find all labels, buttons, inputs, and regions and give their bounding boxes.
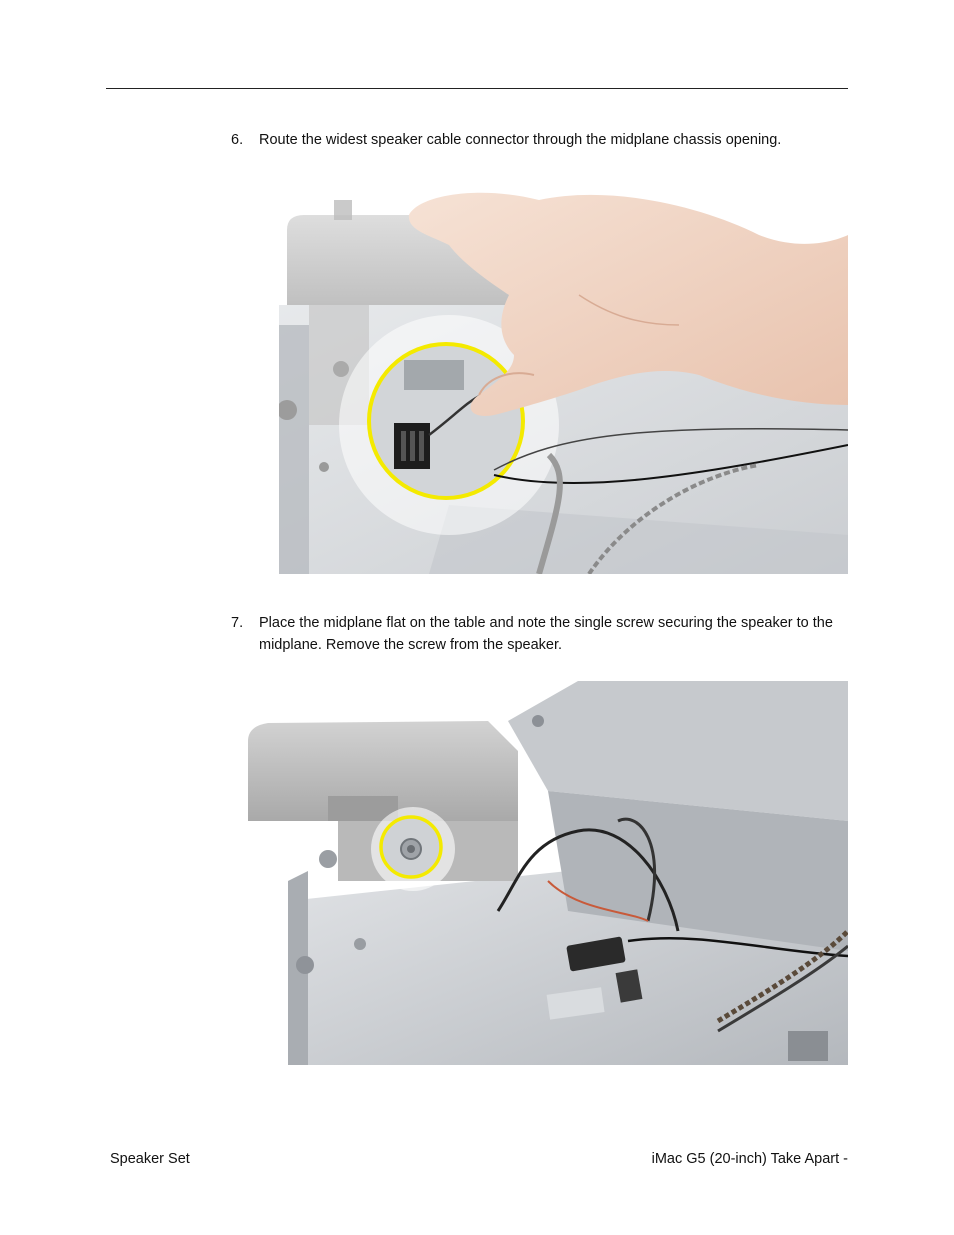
photo-speaker-screw <box>248 681 848 1065</box>
footer-manual-title: iMac G5 (20-inch) Take Apart - <box>651 1151 848 1167</box>
step-text: Route the widest speaker cable connector through the midplane chassis opening. <box>259 132 782 148</box>
step-7 <box>231 612 851 656</box>
step-text: Place the midplane flat on the table and note the single screw securing the speaker to the midplane. Remove the screw from the speaker. <box>259 615 833 653</box>
photo-speaker-cable-routing <box>279 175 848 574</box>
step-number: 7. <box>231 615 244 631</box>
footer-section: Speaker Set <box>110 1151 190 1167</box>
step-6 <box>231 129 851 151</box>
header-rule <box>106 88 848 89</box>
step-number: 6. <box>231 132 244 148</box>
